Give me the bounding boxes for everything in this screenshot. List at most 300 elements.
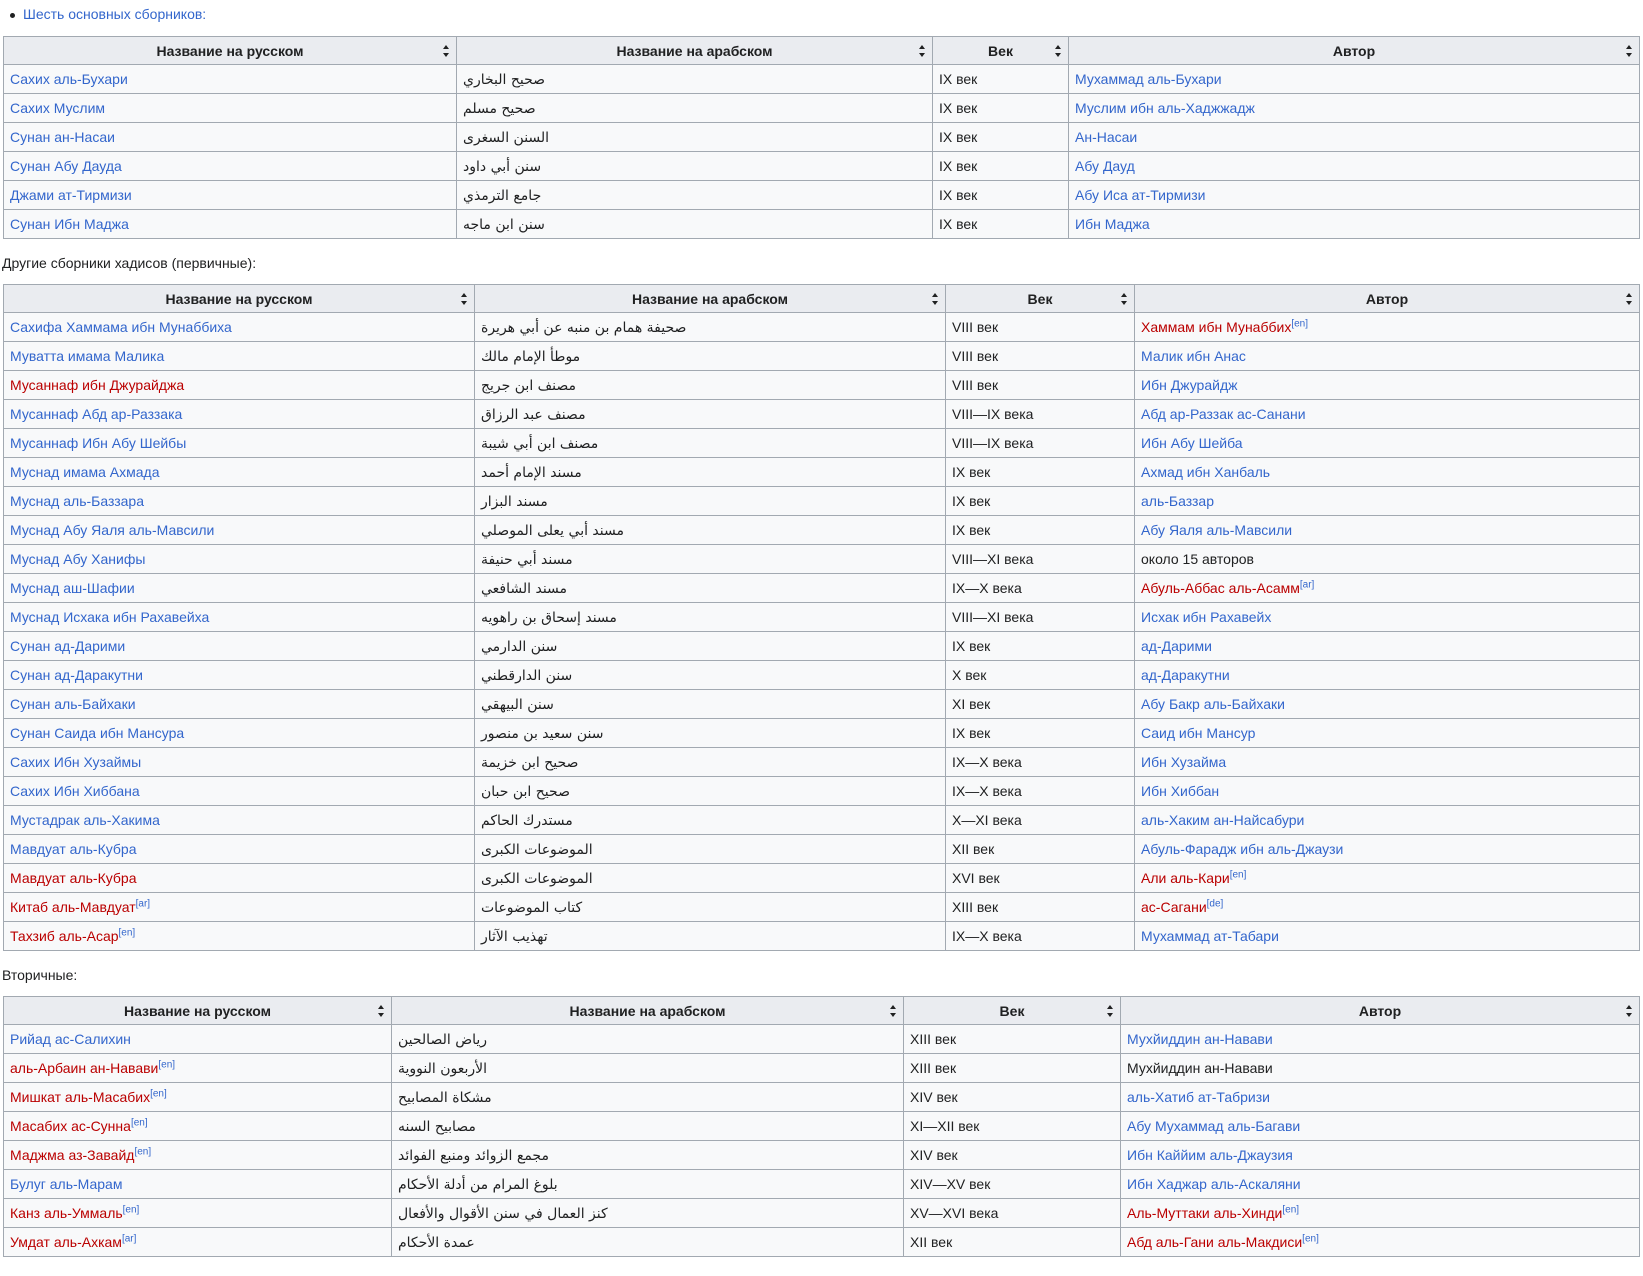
title-ar-text: مسند أبي يعلى الموصلي [481, 522, 624, 539]
cell-title-ar [392, 1054, 904, 1083]
author-link[interactable]: Абу Иса ат-Тирмизи [1075, 187, 1206, 203]
table-row [4, 65, 1640, 94]
cell-author [1121, 1083, 1640, 1112]
title-ar-text: سنن البيهقي [481, 696, 554, 713]
title-ar-text: مصنف ابن أبي شيبة [481, 435, 599, 452]
table-row [4, 429, 1640, 458]
cell-title-ar [392, 1199, 904, 1228]
table-row [4, 342, 1640, 371]
author-link[interactable]: аль-Баззар [1141, 493, 1214, 509]
cell-century: XIV век [904, 1141, 1121, 1170]
cell-century: IX век [933, 94, 1069, 123]
cell-title-ar [475, 603, 946, 632]
title-ru-link[interactable]: Мавдуат аль-Кубра [10, 841, 137, 857]
cell-century: IX век [933, 210, 1069, 239]
cell-title-ru [4, 690, 475, 719]
cell-author [1135, 313, 1640, 342]
sort-icon[interactable] [1121, 293, 1128, 305]
cell-title-ru [4, 748, 475, 777]
table-row [4, 864, 1640, 893]
cell-title-ar [475, 748, 946, 777]
cell-title-ru [4, 181, 457, 210]
table-row [4, 487, 1640, 516]
cell-century: XIV—XV век [904, 1170, 1121, 1199]
interlanguage-link[interactable]: [en] [1229, 869, 1247, 881]
table-row [4, 1228, 1640, 1257]
cell-author [1121, 1141, 1640, 1170]
title-ar-text: سنن الدارمي [481, 638, 558, 655]
table-row [4, 1199, 1640, 1228]
title-ru-link[interactable]: Муснад аш-Шафии [10, 580, 135, 596]
author-link[interactable]: Муслим ибн аль-Хаджжадж [1075, 100, 1255, 116]
title-ar-text: بلوغ المرام من أدلة الأحكام [398, 1176, 558, 1193]
title-ru-link[interactable]: Тахзиб аль-Асар [10, 928, 119, 944]
cell-title-ru [4, 545, 475, 574]
cell-author [1069, 123, 1640, 152]
cell-century: IX век [933, 181, 1069, 210]
table-row [4, 458, 1640, 487]
author-link[interactable]: ад-Дарими [1141, 638, 1212, 654]
title-ar-text: سنن أبي داود [463, 158, 542, 175]
author-link[interactable]: Абд ар-Раззак ас-Санани [1141, 406, 1306, 422]
author-link[interactable]: Ибн Маджа [1075, 216, 1150, 232]
cell-title-ar [457, 181, 933, 210]
cell-author [1069, 94, 1640, 123]
sort-icon[interactable] [919, 45, 926, 57]
author-link[interactable]: Абу Мухаммад аль-Багави [1127, 1118, 1301, 1134]
author-link[interactable]: Ибн Хиббан [1141, 783, 1220, 799]
cell-title-ru [4, 487, 475, 516]
author-link[interactable]: Абу Дауд [1075, 158, 1135, 174]
table-row [4, 371, 1640, 400]
title-ru-link[interactable]: Маджма аз-Завайд [10, 1147, 135, 1163]
cell-title-ar [457, 65, 933, 94]
cell-title-ar [475, 516, 946, 545]
interlanguage-link[interactable]: [en] [134, 1146, 152, 1158]
author-text: около 15 авторов [1141, 551, 1254, 567]
cell-author [1121, 1112, 1640, 1141]
title-ar-text: كتاب الموضوعات [481, 899, 583, 916]
title-ru-link[interactable]: Муснад Абу Яаля аль-Мавсили [10, 522, 215, 538]
cell-title-ar [475, 400, 946, 429]
cell-title-ar [392, 1083, 904, 1112]
table-row [4, 574, 1640, 603]
table-row [4, 603, 1640, 632]
title-ru-link[interactable]: Сунан Саида ибн Мансура [10, 725, 185, 741]
cell-century: XII век [946, 835, 1135, 864]
title-ru-link[interactable]: Муснад имама Ахмада [10, 464, 160, 480]
cell-title-ar [392, 1025, 904, 1054]
cell-title-ar [475, 806, 946, 835]
sort-icon[interactable] [1626, 1005, 1633, 1017]
table-row [4, 719, 1640, 748]
cell-author [1135, 458, 1640, 487]
cell-author [1135, 835, 1640, 864]
cell-century: VIII—XI века [946, 603, 1135, 632]
cell-title-ru [4, 1170, 392, 1199]
title-ru-link[interactable]: Сахих Ибн Хиббана [10, 783, 140, 799]
cell-title-ru [4, 313, 475, 342]
cell-century: XV—XVI века [904, 1199, 1121, 1228]
table-row [4, 1141, 1640, 1170]
cell-author [1135, 574, 1640, 603]
author-link[interactable]: Мухаммад аль-Бухари [1075, 71, 1222, 87]
cell-author [1135, 487, 1640, 516]
sort-icon[interactable] [932, 293, 939, 305]
author-link[interactable]: Ибн Джурайдж [1141, 377, 1238, 393]
title-ru-link[interactable]: Масабих ас-Сунна [10, 1118, 131, 1134]
author-link[interactable]: Мухаммад ат-Табари [1141, 928, 1279, 944]
secondary-collections-caption: Вторичные: [2, 967, 78, 983]
interlanguage-link[interactable]: [ar] [1299, 579, 1315, 591]
cell-title-ar [475, 632, 946, 661]
author-link[interactable]: аль-Хаким ан-Найсабури [1141, 812, 1305, 828]
title-ru-link[interactable]: Сахих Муслим [10, 100, 106, 116]
interlanguage-link[interactable]: [ar] [135, 898, 151, 910]
sort-icon[interactable] [1626, 293, 1633, 305]
cell-author [1135, 429, 1640, 458]
table-row [4, 748, 1640, 777]
title-ar-text: صحيح مسلم [463, 100, 536, 117]
title-ar-text: مسند أبي حنيفة [481, 551, 573, 568]
cell-author [1135, 719, 1640, 748]
table-row [4, 1083, 1640, 1112]
cell-title-ru [4, 835, 475, 864]
cell-title-ar [475, 864, 946, 893]
cell-author [1069, 152, 1640, 181]
table-row [4, 1170, 1640, 1199]
title-ru-link[interactable]: Сунан ад-Дарими [10, 638, 126, 654]
interlanguage-link[interactable]: [en] [150, 1088, 167, 1100]
author-link[interactable]: Ибн Хузайма [1141, 754, 1227, 770]
cell-title-ar [475, 719, 946, 748]
cell-title-ru [4, 922, 475, 951]
title-ru-link[interactable]: Муснад Исхака ибн Рахавейха [10, 609, 210, 625]
title-ru-link[interactable]: Китаб аль-Мавдуат [10, 899, 136, 915]
title-ru-link[interactable]: Умдат аль-Ахкам [10, 1234, 122, 1250]
cell-author [1135, 893, 1640, 922]
cell-century: XII век [904, 1228, 1121, 1257]
title-ru-link[interactable]: Сунан Ибн Маджа [10, 216, 129, 232]
interlanguage-link[interactable]: [en] [122, 1204, 140, 1216]
author-link[interactable]: Саид ибн Мансур [1141, 725, 1256, 741]
cell-author [1135, 864, 1640, 893]
cell-century: VIII век [946, 342, 1135, 371]
title-ru-link[interactable]: Муснад аль-Баззара [10, 493, 145, 509]
cell-title-ru [4, 1141, 392, 1170]
title-ar-text: جامع الترمذي [463, 187, 542, 204]
sort-icon[interactable] [443, 45, 450, 57]
table-row [4, 94, 1640, 123]
cell-title-ar [475, 429, 946, 458]
cell-title-ar [475, 777, 946, 806]
table-row [4, 400, 1640, 429]
table-row [4, 123, 1640, 152]
cell-title-ru [4, 603, 475, 632]
title-ar-text: مسند الإمام أحمد [481, 464, 582, 481]
author-link[interactable]: Ахмад ибн Ханбаль [1141, 464, 1271, 480]
cell-century: IX—X века [946, 922, 1135, 951]
title-ar-text: مصنف ابن جريج [481, 377, 577, 394]
sort-icon[interactable] [1055, 45, 1062, 57]
author-link[interactable]: ад-Даракутни [1141, 667, 1230, 683]
cell-title-ru [4, 152, 457, 181]
cell-author [1121, 1054, 1640, 1083]
cell-century: XIII век [904, 1054, 1121, 1083]
title-ru-link[interactable]: Мусаннаф Ибн Абу Шейбы [10, 435, 187, 451]
cell-title-ar [475, 371, 946, 400]
interlanguage-link[interactable]: [en] [1302, 1233, 1319, 1245]
cell-title-ar [457, 152, 933, 181]
cell-author [1069, 181, 1640, 210]
title-ar-text: سنن الدارقطني [481, 667, 573, 684]
column-header-century[interactable]: Век [946, 285, 1135, 313]
table-row [4, 632, 1640, 661]
title-ru-link[interactable]: Сунан аль-Байхаки [10, 696, 136, 712]
cell-author [1135, 371, 1640, 400]
cell-title-ru [4, 806, 475, 835]
table-row [4, 806, 1640, 835]
column-header-ru[interactable]: Название на русском [4, 997, 392, 1025]
bullet-icon [10, 13, 15, 18]
cell-title-ar [475, 661, 946, 690]
title-ru-link[interactable]: Мустадрак аль-Хакима [10, 812, 160, 828]
title-ar-text: كنز العمال في سنن الأقوال والأفعال [398, 1205, 608, 1222]
cell-title-ru [4, 574, 475, 603]
title-ru-link[interactable]: Рийад ас-Салихин [10, 1031, 131, 1047]
title-ar-text: صحيح ابن خزيمة [481, 754, 579, 771]
cell-title-ar [475, 342, 946, 371]
cell-author [1121, 1199, 1640, 1228]
author-link[interactable]: Али аль-Кари [1141, 870, 1230, 886]
cell-title-ru [4, 123, 457, 152]
cell-title-ru [4, 777, 475, 806]
cell-title-ru [4, 893, 475, 922]
title-ar-text: سنن ابن ماجه [463, 216, 545, 233]
cell-author [1135, 603, 1640, 632]
author-link[interactable]: Ибн Каййим аль-Джаузия [1127, 1147, 1293, 1163]
cell-century: IX—X века [946, 777, 1135, 806]
interlanguage-link[interactable]: [ar] [121, 1233, 137, 1245]
title-ru-link[interactable]: Сахих Ибн Хузаймы [10, 754, 142, 770]
title-ru-link[interactable]: Мусаннаф Абд ар-Раззака [10, 406, 183, 422]
cell-century: IX век [933, 152, 1069, 181]
author-link[interactable]: ас-Сагани [1141, 899, 1207, 915]
cell-title-ru [4, 1054, 392, 1083]
column-header-author[interactable]: Автор [1121, 997, 1640, 1025]
title-ar-text: السنن السغرى [463, 129, 550, 146]
column-header-author[interactable]: Автор [1069, 37, 1640, 65]
column-header-ru[interactable]: Название на русском [4, 285, 475, 313]
cell-title-ru [4, 400, 475, 429]
cell-title-ar [475, 835, 946, 864]
cell-century: X век [946, 661, 1135, 690]
cell-title-ru [4, 458, 475, 487]
cell-author [1135, 400, 1640, 429]
table-row [4, 922, 1640, 951]
cell-title-ru [4, 516, 475, 545]
title-ru-link[interactable]: Булуг аль-Марам [10, 1176, 123, 1192]
column-header-author[interactable]: Автор [1135, 285, 1640, 313]
intro-list-item [0, 0, 1643, 28]
title-ar-text: تهذيب الآثار [481, 928, 548, 945]
cell-author [1135, 777, 1640, 806]
column-header-century[interactable]: Век [904, 997, 1121, 1025]
title-ar-text: مستدرك الحاكم [481, 812, 573, 829]
cell-title-ar [475, 487, 946, 516]
author-link[interactable]: Ан-Насаи [1075, 129, 1138, 145]
table-row [4, 690, 1640, 719]
cell-century: IX—X века [946, 748, 1135, 777]
cell-title-ru [4, 1025, 392, 1054]
table-row [4, 313, 1640, 342]
cell-century: IX век [933, 65, 1069, 94]
title-ar-text: الموضوعات الكبرى [481, 841, 593, 858]
primary-collections-caption: Другие сборники хадисов (первичные): [2, 255, 257, 271]
cell-author [1135, 806, 1640, 835]
author-link[interactable]: Мухйиддин ан-Навави [1127, 1031, 1273, 1047]
cell-author [1069, 210, 1640, 239]
cell-century: VIII век [946, 313, 1135, 342]
cell-century: IX век [946, 516, 1135, 545]
author-link[interactable]: Аль-Муттаки аль-Хинди [1127, 1205, 1283, 1221]
cell-author [1135, 661, 1640, 690]
title-ru-link[interactable]: Сахих аль-Бухари [10, 71, 128, 87]
cell-title-ar [392, 1170, 904, 1199]
title-ar-text: مسند إسحاق بن راهويه [481, 609, 617, 626]
cell-author [1121, 1025, 1640, 1054]
title-ru-link[interactable]: Сахифа Хаммама ибн Мунаббиха [10, 319, 232, 335]
title-ar-text: الموضوعات الكبرى [481, 870, 593, 887]
interlanguage-link[interactable]: [en] [1282, 1204, 1300, 1216]
interlanguage-link[interactable]: [en] [158, 1059, 176, 1071]
author-link[interactable]: Малик ибн Анас [1141, 348, 1246, 364]
author-link[interactable]: Ибн Абу Шейба [1141, 435, 1243, 451]
title-ar-text: الأربعون النووية [398, 1060, 488, 1077]
title-ru-link[interactable]: Мусаннаф ибн Джурайджа [10, 377, 185, 393]
author-link[interactable]: Абу Бакр аль-Байхаки [1141, 696, 1285, 712]
cell-title-ru [4, 65, 457, 94]
author-link[interactable]: Абд аль-Гани аль-Макдиси [1127, 1234, 1303, 1250]
sort-icon[interactable] [1107, 1005, 1114, 1017]
author-link[interactable]: Исхак ибн Рахавейх [1141, 609, 1272, 625]
cell-title-ar [475, 922, 946, 951]
table-row [4, 777, 1640, 806]
cell-author [1135, 922, 1640, 951]
author-link[interactable]: Ибн Хаджар аль-Аскаляни [1127, 1176, 1301, 1192]
title-ru-link[interactable]: Сунан Абу Дауда [10, 158, 122, 174]
title-ar-text: صحيح ابن حبان [481, 783, 570, 800]
table-row [4, 1112, 1640, 1141]
title-ru-link[interactable]: Сунан ад-Даракутни [10, 667, 143, 683]
table-row [4, 516, 1640, 545]
cell-title-ru [4, 1199, 392, 1228]
title-ar-text: رياض الصالحين [398, 1031, 488, 1048]
cell-century: XIII век [904, 1025, 1121, 1054]
cell-title-ar [457, 210, 933, 239]
cell-title-ru [4, 371, 475, 400]
cell-author [1135, 690, 1640, 719]
title-ar-text: مجمع الزوائد ومنبع الفوائد [398, 1147, 549, 1164]
cell-century: XVI век [946, 864, 1135, 893]
cell-century: XI—XII век [904, 1112, 1121, 1141]
intro-link[interactable]: Шесть основных сборников: [23, 6, 207, 22]
cell-title-ar [392, 1141, 904, 1170]
cell-title-ru [4, 661, 475, 690]
title-ar-text: مشكاة المصابيح [398, 1089, 492, 1106]
cell-author [1135, 342, 1640, 371]
table-row [4, 1025, 1640, 1054]
title-ru-link[interactable]: Джами ат-Тирмизи [10, 187, 132, 203]
secondary-collections-table [3, 996, 1640, 1257]
sort-icon[interactable] [378, 1005, 385, 1017]
cell-century: IX век [933, 123, 1069, 152]
author-link[interactable]: Абу Яаля аль-Мавсили [1141, 522, 1293, 538]
column-header-ar[interactable]: Название на арабском [475, 285, 946, 313]
column-header-ar[interactable]: Название на арабском [392, 997, 904, 1025]
title-ru-link[interactable]: Муватта имама Малика [10, 348, 165, 364]
cell-title-ru [4, 1228, 392, 1257]
column-header-ar[interactable]: Название на арабском [457, 37, 933, 65]
author-link[interactable]: Хаммам ибн Мунаббих [1141, 319, 1292, 335]
sort-icon[interactable] [890, 1005, 897, 1017]
cell-century: XIV век [904, 1083, 1121, 1112]
title-ru-link[interactable]: Мавдуат аль-Кубра [10, 870, 137, 886]
cell-century: XI век [946, 690, 1135, 719]
column-header-ru[interactable]: Название на русском [4, 37, 457, 65]
cell-title-ar [392, 1228, 904, 1257]
cell-century: VIII—IX века [946, 429, 1135, 458]
title-ar-text: صحيح البخاري [463, 71, 546, 88]
author-link[interactable]: Абуль-Аббас аль-Асамм [1141, 580, 1300, 596]
title-ar-text: مصابيح السنه [398, 1118, 476, 1135]
cell-title-ru [4, 1083, 392, 1112]
interlanguage-link[interactable]: [de] [1206, 898, 1224, 910]
cell-author [1121, 1228, 1640, 1257]
table-row [4, 545, 1640, 574]
table-row [4, 661, 1640, 690]
interlanguage-link[interactable]: [en] [118, 927, 136, 939]
title-ar-text: سنن سعيد بن منصور [481, 725, 604, 742]
cell-title-ru [4, 342, 475, 371]
title-ar-text: مصنف عبد الرزاق [481, 406, 586, 423]
cell-author [1135, 545, 1640, 574]
title-ru-link[interactable]: аль-Арбаин ан-Навави [10, 1060, 159, 1076]
title-ru-link[interactable]: Муснад Абу Ханифы [10, 551, 146, 567]
cell-title-ar [392, 1112, 904, 1141]
cell-title-ar [457, 123, 933, 152]
sort-icon[interactable] [461, 293, 468, 305]
author-text: Мухйиддин ан-Навави [1127, 1060, 1273, 1076]
cell-title-ar [475, 893, 946, 922]
cell-title-ar [475, 574, 946, 603]
cell-title-ru [4, 864, 475, 893]
cell-title-ar [475, 690, 946, 719]
sort-icon[interactable] [1626, 45, 1633, 57]
title-ar-text: مسند الشافعي [481, 580, 568, 597]
interlanguage-link[interactable]: [en] [1291, 318, 1309, 330]
title-ru-link[interactable]: Сунан ан-Насаи [10, 129, 115, 145]
interlanguage-link[interactable]: [en] [130, 1117, 148, 1129]
column-header-century[interactable]: Век [933, 37, 1069, 65]
author-link[interactable]: аль-Хатиб ат-Табризи [1127, 1089, 1270, 1105]
cell-title-ar [457, 94, 933, 123]
cell-author [1135, 748, 1640, 777]
title-ru-link[interactable]: Канз аль-Уммаль [10, 1205, 123, 1221]
table-row [4, 1054, 1640, 1083]
title-ru-link[interactable]: Мишкат аль-Масабих [10, 1089, 151, 1105]
author-link[interactable]: Абуль-Фарадж ибн аль-Джаузи [1141, 841, 1344, 857]
